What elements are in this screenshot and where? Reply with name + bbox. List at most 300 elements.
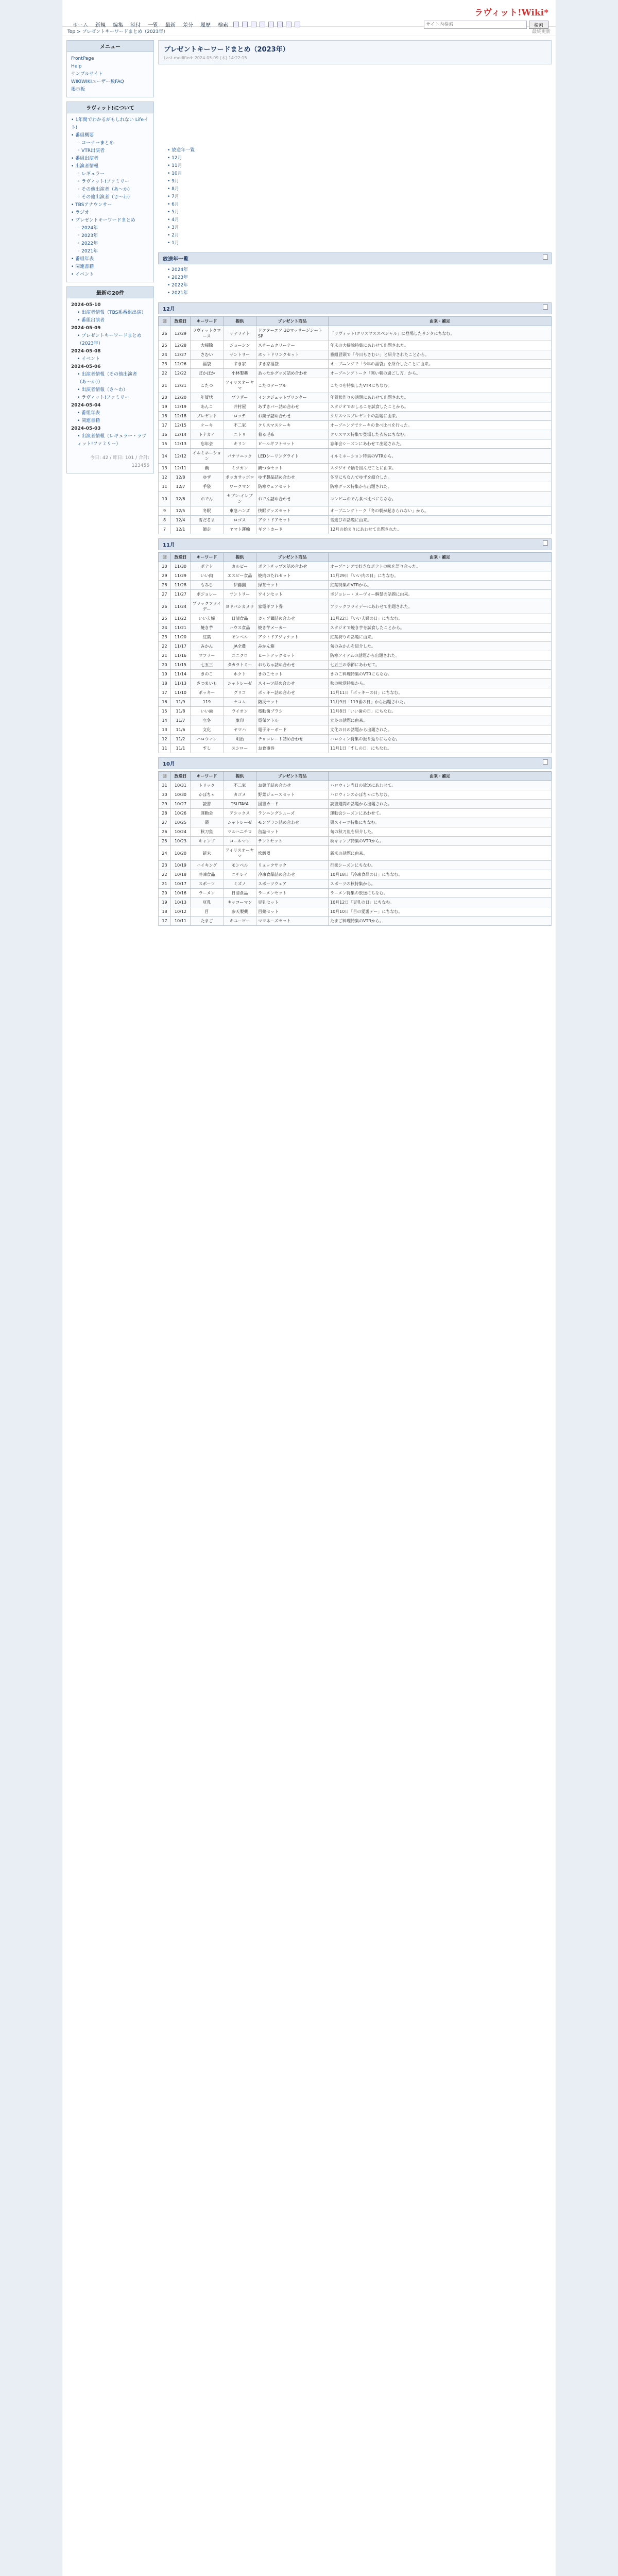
table-row bbox=[159, 614, 552, 623]
table-cell[interactable]: ハイキング bbox=[191, 861, 224, 870]
table-cell[interactable]: モンブラン詰め合わせ bbox=[256, 818, 329, 827]
table-cell: 11/10 bbox=[171, 688, 191, 698]
table-cell: ボジョレー・ヌーヴォー解禁の話題に由来。 bbox=[329, 590, 552, 599]
table-cell: 10月18日「冷凍食品の日」にちなむ。 bbox=[329, 870, 552, 879]
table-cell: 18 bbox=[159, 679, 171, 688]
table-cell: アイリスオーヤマ bbox=[224, 378, 256, 393]
sidebar-nav-item[interactable]: • イベント bbox=[71, 272, 94, 277]
recent-date: 2024-05-04 bbox=[71, 403, 101, 408]
sidebar-nav-item[interactable]: ◦ 2022年 bbox=[77, 241, 98, 246]
table-cell: 28 bbox=[159, 581, 171, 590]
table-cell[interactable]: 栗 bbox=[191, 818, 224, 827]
table-cell[interactable]: 七五三 bbox=[191, 660, 224, 670]
table-cell[interactable]: プレゼント bbox=[191, 412, 224, 421]
table-cell[interactable]: 目薬セット bbox=[256, 907, 329, 917]
nav-link-2[interactable]: 編集 bbox=[113, 23, 123, 28]
table-cell[interactable]: ラヴィットクロース bbox=[191, 326, 224, 341]
table-cell[interactable]: もみじ bbox=[191, 581, 224, 590]
table-cell[interactable]: トリック bbox=[191, 781, 224, 790]
table-cell: 10/24 bbox=[171, 827, 191, 837]
table-cell[interactable]: 冬眠 bbox=[191, 506, 224, 516]
nav-link-6[interactable]: 差分 bbox=[183, 23, 193, 28]
table-header: 放送日 bbox=[171, 317, 191, 326]
table-cell[interactable]: 電気ケトル bbox=[256, 716, 329, 725]
sidebar-nav-item[interactable]: • 関連書籍 bbox=[71, 264, 94, 269]
table-cell[interactable]: 緑茶セット bbox=[256, 581, 329, 590]
toolbar-icon[interactable] bbox=[295, 22, 300, 27]
toc-item[interactable]: • 8月 bbox=[167, 187, 179, 192]
sidebar-nav-item[interactable]: • プレゼントキーワードまとめ bbox=[71, 218, 135, 223]
toolbar-icon[interactable] bbox=[251, 22, 256, 27]
table-cell: 栗スイーツ特集にちなむ。 bbox=[329, 818, 552, 827]
table-cell[interactable]: 着る毛布 bbox=[256, 430, 329, 439]
table-row bbox=[159, 846, 552, 861]
table-cell: 行楽シーズンにちなむ。 bbox=[329, 861, 552, 870]
table-cell: キッコーマン bbox=[224, 898, 256, 907]
toc-item[interactable]: • 放送年一覧 bbox=[167, 148, 195, 153]
table-cell: 28 bbox=[159, 809, 171, 818]
recent-item[interactable]: • 番組年表 bbox=[77, 411, 100, 416]
table-cell[interactable]: 冷凍食品 bbox=[191, 870, 224, 879]
toolbar-icon[interactable] bbox=[277, 22, 283, 27]
table-cell: 27 bbox=[159, 818, 171, 827]
section-heading-text: 10月 bbox=[163, 761, 175, 767]
sidebar-nav-list bbox=[67, 113, 153, 282]
sidebar-menu-item[interactable]: WIKIWIKIユーザー数FAQ bbox=[71, 79, 124, 84]
table-cell: オープニングトーク「寒い朝の過ごし方」から。 bbox=[329, 369, 552, 378]
table-cell[interactable]: ポテトチップス詰め合わせ bbox=[256, 562, 329, 571]
table-cell: 年賀状作りの話題にあわせて出題された。 bbox=[329, 393, 552, 402]
table-cell[interactable]: ドクターエア 3DマッサージシートSP bbox=[256, 326, 329, 341]
table-cell: セブン-イレブン bbox=[224, 492, 256, 506]
table-cell[interactable]: あったかグッズ詰め合わせ bbox=[256, 369, 329, 378]
table-cell: 12/27 bbox=[171, 350, 191, 360]
table-row bbox=[159, 562, 552, 571]
table-cell[interactable]: トナカイ bbox=[191, 430, 224, 439]
table-cell[interactable]: おでん詰め合わせ bbox=[256, 492, 329, 506]
table-cell[interactable]: ホットドリンクセット bbox=[256, 350, 329, 360]
table-cell: オープニングでケーキの食べ比べを行った。 bbox=[329, 421, 552, 430]
table-cell: 明治 bbox=[224, 735, 256, 744]
recent-item[interactable]: • ラヴィット!ファミリー bbox=[77, 395, 130, 400]
table-header: 放送日 bbox=[171, 772, 191, 781]
table-cell[interactable]: さつまいも bbox=[191, 679, 224, 688]
table-cell[interactable]: 雪だるま bbox=[191, 516, 224, 525]
table-cell: 10/12 bbox=[171, 907, 191, 917]
main-content bbox=[158, 40, 552, 928]
sidebar-menu-item[interactable]: サンプルサイト bbox=[71, 72, 103, 77]
table-cell[interactable]: 電動歯ブラシ bbox=[256, 707, 329, 716]
table-cell: ラーメン特集の放送にちなむ。 bbox=[329, 889, 552, 898]
toc-item[interactable]: • 7月 bbox=[167, 194, 179, 199]
table-cell[interactable]: クリスマスケーキ bbox=[256, 421, 329, 430]
table-cell[interactable]: ポテト bbox=[191, 562, 224, 571]
sidebar-nav-item[interactable]: • TBSアナウンサー bbox=[71, 202, 112, 208]
table-cell[interactable]: ワインセット bbox=[256, 590, 329, 599]
table-header: 回 bbox=[159, 553, 171, 562]
table-cell[interactable]: いい肉 bbox=[191, 571, 224, 581]
table-cell[interactable]: ヒートテックセット bbox=[256, 651, 329, 660]
table-cell[interactable]: テントセット bbox=[256, 837, 329, 846]
table-cell: 忘年会シーズンにあわせて出題された。 bbox=[329, 439, 552, 449]
sidebar bbox=[66, 40, 154, 928]
table-cell[interactable]: 119 bbox=[191, 698, 224, 707]
sidebar-nav-item[interactable]: ◦ コーナーまとめ bbox=[77, 141, 114, 146]
edit-icon[interactable] bbox=[543, 540, 548, 546]
table-cell[interactable]: ポッキー bbox=[191, 688, 224, 698]
sidebar-nav-item[interactable]: ◦ 2024年 bbox=[77, 226, 98, 231]
table-cell[interactable]: あずきバー詰め合わせ bbox=[256, 402, 329, 412]
table-cell[interactable]: あんこ bbox=[191, 402, 224, 412]
table-cell[interactable]: 野菜ジュースセット bbox=[256, 790, 329, 800]
table-cell: グリコ bbox=[224, 688, 256, 698]
table-cell[interactable]: 豆乳 bbox=[191, 898, 224, 907]
table-row bbox=[159, 790, 552, 800]
table-cell[interactable]: 家電ギフト券 bbox=[256, 599, 329, 614]
table-cell[interactable]: 缶詰セット bbox=[256, 827, 329, 837]
table-cell[interactable]: ビールギフトセット bbox=[256, 439, 329, 449]
sidebar-nav-item[interactable]: ◦ 2023年 bbox=[77, 233, 98, 239]
table-cell: たまご料理特集のVTRから。 bbox=[329, 917, 552, 926]
edit-icon[interactable] bbox=[543, 759, 548, 765]
edit-icon[interactable] bbox=[543, 304, 548, 310]
recent-item[interactable]: • 出演者情報（TBS系番組出演） bbox=[77, 310, 146, 315]
table-cell[interactable]: アウトドアセット bbox=[256, 516, 329, 525]
table-cell[interactable]: ボジョレー bbox=[191, 590, 224, 599]
recent-item[interactable]: • 出演者情報（レギュラー・ラヴィット!ファミリー） bbox=[77, 434, 147, 447]
table-cell: ミズノ bbox=[224, 879, 256, 889]
table-row bbox=[159, 506, 552, 516]
table-cell: 防寒グッズ特集から出題された。 bbox=[329, 482, 552, 492]
toc-item[interactable]: • 6月 bbox=[167, 202, 179, 207]
table-row bbox=[159, 412, 552, 421]
table-cell[interactable]: スイーツ詰め合わせ bbox=[256, 679, 329, 688]
sidebar-nav-item[interactable]: • 1年間でわかるがもしれない Lifeイト! bbox=[71, 117, 148, 130]
table-cell[interactable]: 鍋つゆセット bbox=[256, 464, 329, 473]
year-item[interactable]: • 2024年 bbox=[167, 267, 188, 273]
table-cell[interactable]: ラーメンセット bbox=[256, 889, 329, 898]
table-cell[interactable]: おもちゃ詰め合わせ bbox=[256, 660, 329, 670]
table-cell[interactable]: 図書カード bbox=[256, 800, 329, 809]
table-cell: TSUTAYA bbox=[224, 800, 256, 809]
table-cell[interactable]: スチームクリーナー bbox=[256, 341, 329, 350]
year-item[interactable]: • 2021年 bbox=[167, 291, 188, 296]
table-cell: 15 bbox=[159, 707, 171, 716]
table-row bbox=[159, 879, 552, 889]
table-cell: 30 bbox=[159, 562, 171, 571]
table-cell: 10/31 bbox=[171, 781, 191, 790]
toolbar-icon[interactable] bbox=[268, 22, 274, 27]
table-cell: 新米の話題に由来。 bbox=[329, 846, 552, 861]
sidebar-nav-item[interactable]: • 番組出演者 bbox=[71, 156, 99, 161]
table-cell[interactable]: たまご bbox=[191, 917, 224, 926]
sidebar-menu-item[interactable]: 掲示板 bbox=[71, 87, 85, 92]
table-cell[interactable]: 忘年会 bbox=[191, 439, 224, 449]
table-cell: 秋の味覚特集から。 bbox=[329, 679, 552, 688]
table-cell[interactable]: みかん箱 bbox=[256, 642, 329, 651]
table-row bbox=[159, 716, 552, 725]
sidebar-nav-item[interactable]: ◦ 2021年 bbox=[77, 249, 98, 254]
table-cell: 31 bbox=[159, 781, 171, 790]
table-cell: 14 bbox=[159, 449, 171, 464]
table-cell[interactable]: マヨネーズセット bbox=[256, 917, 329, 926]
table-cell: 29 bbox=[159, 800, 171, 809]
nav-link-1[interactable]: 新規 bbox=[95, 23, 106, 28]
table-cell: オープニングで「今年の福袋」を紹介したことに由来。 bbox=[329, 360, 552, 369]
table-cell[interactable]: お菓子詰め合わせ bbox=[256, 412, 329, 421]
table-cell[interactable]: ゆず製品詰め合わせ bbox=[256, 473, 329, 482]
table-cell: 11/27 bbox=[171, 590, 191, 599]
top-nav bbox=[70, 21, 301, 28]
table-cell: 11/17 bbox=[171, 642, 191, 651]
table-cell[interactable]: きのこセット bbox=[256, 670, 329, 679]
toolbar-icon[interactable] bbox=[286, 22, 291, 27]
table-cell[interactable]: ランニングシューズ bbox=[256, 809, 329, 818]
table-cell: 10月12日「豆乳の日」にちなむ。 bbox=[329, 898, 552, 907]
table-cell[interactable]: 焼き芋メーカー bbox=[256, 623, 329, 633]
toc-item[interactable]: • 4月 bbox=[167, 217, 179, 223]
table-cell: 11/13 bbox=[171, 679, 191, 688]
recent-item[interactable]: • 出演者情報（その他出演者（あ〜か）） bbox=[77, 372, 138, 385]
table-cell: コールマン bbox=[224, 837, 256, 846]
table-row bbox=[159, 870, 552, 879]
table-cell[interactable]: ハロウィン bbox=[191, 735, 224, 744]
search-button[interactable]: 検索 bbox=[529, 21, 548, 29]
table-header: キーワード bbox=[191, 317, 224, 326]
sidebar-nav-item[interactable]: • 出演者情報 bbox=[71, 164, 99, 169]
table-cell[interactable]: ケーキ bbox=[191, 421, 224, 430]
table-cell[interactable]: ギフトカード bbox=[256, 525, 329, 534]
sidebar-menu-item[interactable]: Help bbox=[71, 64, 82, 69]
sidebar-nav-item[interactable]: • 番組年表 bbox=[71, 257, 94, 262]
table-cell: 10/19 bbox=[171, 861, 191, 870]
table-cell: 12/8 bbox=[171, 473, 191, 482]
table-row bbox=[159, 439, 552, 449]
edit-icon[interactable] bbox=[543, 255, 548, 260]
table-cell[interactable]: 新米 bbox=[191, 846, 224, 861]
table-cell[interactable]: 立冬 bbox=[191, 716, 224, 725]
table-cell: 旬のみかんを紹介した。 bbox=[329, 642, 552, 651]
table-row bbox=[159, 679, 552, 688]
section-heading-years bbox=[158, 252, 552, 264]
year-item[interactable]: • 2022年 bbox=[167, 283, 188, 288]
table-row bbox=[159, 525, 552, 534]
table-cell[interactable]: 目 bbox=[191, 907, 224, 917]
table-cell[interactable]: すし bbox=[191, 744, 224, 753]
table-cell[interactable]: キャンプ bbox=[191, 837, 224, 846]
toc-item[interactable]: • 10月 bbox=[167, 171, 182, 176]
table-cell: 19 bbox=[159, 898, 171, 907]
section-heading-text: 11月 bbox=[163, 543, 175, 548]
table-of-contents bbox=[158, 70, 552, 247]
toc-item[interactable]: • 5月 bbox=[167, 210, 179, 215]
site-title[interactable]: ラヴィット!Wiki* bbox=[474, 8, 548, 18]
toolbar-icon[interactable] bbox=[260, 22, 265, 27]
table-cell[interactable]: お食事券 bbox=[256, 744, 329, 753]
table-cell[interactable]: イルミネーション bbox=[191, 449, 224, 464]
table-cell[interactable]: スポーツウェア bbox=[256, 879, 329, 889]
table-header: 放送日 bbox=[171, 553, 191, 562]
keyword-table bbox=[158, 771, 552, 926]
table-cell[interactable]: 豆乳セット bbox=[256, 898, 329, 907]
table-cell: ヤマハ bbox=[224, 725, 256, 735]
table-cell[interactable]: 炊飯器 bbox=[256, 846, 329, 861]
keyword-table bbox=[158, 552, 552, 753]
table-row bbox=[159, 623, 552, 633]
table-cell: 26 bbox=[159, 599, 171, 614]
nav-link-3[interactable]: 添付 bbox=[130, 23, 141, 28]
recent-item[interactable]: • 出演者情報（さ〜わ） bbox=[77, 387, 128, 393]
table-cell[interactable]: 防災セット bbox=[256, 698, 329, 707]
year-item[interactable]: • 2023年 bbox=[167, 275, 188, 280]
visitor-counter: 今日: 42 / 昨日: 101 / 合計: 123456 bbox=[90, 455, 149, 468]
table-cell: 不二家 bbox=[224, 781, 256, 790]
toc-item[interactable]: • 12月 bbox=[167, 156, 182, 161]
table-cell[interactable]: 電子キーボード bbox=[256, 725, 329, 735]
page-title-box bbox=[158, 40, 552, 64]
table-cell: 雪遊びの話題に由来。 bbox=[329, 516, 552, 525]
table-cell[interactable]: 年賀状 bbox=[191, 393, 224, 402]
sidebar-nav-item[interactable]: ◦ ラヴィット!ファミリー bbox=[77, 179, 130, 184]
toc-item[interactable]: • 11月 bbox=[167, 163, 182, 168]
sidebar-nav-item[interactable]: ◦ その他出演者（あ〜か） bbox=[77, 187, 133, 192]
table-cell[interactable]: すき家福袋 bbox=[256, 360, 329, 369]
recent-date: 2024-05-10 bbox=[71, 302, 101, 308]
table-cell[interactable]: 大掃除 bbox=[191, 341, 224, 350]
table-row bbox=[159, 464, 552, 473]
nav-link-7[interactable]: 履歴 bbox=[200, 23, 211, 28]
recent-item[interactable]: • イベント bbox=[77, 357, 100, 362]
table-cell[interactable]: さむい bbox=[191, 350, 224, 360]
sidebar-recent-list bbox=[67, 298, 153, 451]
table-cell[interactable]: チョコレート詰め合わせ bbox=[256, 735, 329, 744]
sidebar-nav-item[interactable]: • ラジオ bbox=[71, 210, 90, 215]
table-cell[interactable]: マフラー bbox=[191, 651, 224, 660]
table-cell: 17 bbox=[159, 421, 171, 430]
table-cell[interactable]: いい歯 bbox=[191, 707, 224, 716]
recent-item[interactable]: • 関連書籍 bbox=[77, 418, 100, 423]
table-cell: 12/11 bbox=[171, 464, 191, 473]
table-cell[interactable]: スポーツ bbox=[191, 879, 224, 889]
sidebar-nav-item[interactable]: ◦ レギュラー bbox=[77, 172, 105, 177]
sidebar-nav-item[interactable]: ◦ VTR出演者 bbox=[77, 148, 105, 154]
table-cell: ニチレイ bbox=[224, 870, 256, 879]
table-cell[interactable]: 焼き芋 bbox=[191, 623, 224, 633]
table-cell[interactable]: 運動会 bbox=[191, 809, 224, 818]
table-cell: 11/28 bbox=[171, 581, 191, 590]
table-cell[interactable]: 読書 bbox=[191, 800, 224, 809]
table-header: プレゼント商品 bbox=[256, 553, 329, 562]
table-cell[interactable]: ぽかぽか bbox=[191, 369, 224, 378]
table-cell[interactable]: リュックサック bbox=[256, 861, 329, 870]
table-cell[interactable]: 紅葉 bbox=[191, 633, 224, 642]
table-cell[interactable]: アウトドアジャケット bbox=[256, 633, 329, 642]
table-cell[interactable]: ブラックフライデー bbox=[191, 599, 224, 614]
table-cell: タカラトミー bbox=[224, 660, 256, 670]
table-cell[interactable]: ポッキー詰め合わせ bbox=[256, 688, 329, 698]
toc-item[interactable]: • 9月 bbox=[167, 179, 179, 184]
table-cell[interactable]: 福袋 bbox=[191, 360, 224, 369]
table-cell[interactable]: カップ麺詰め合わせ bbox=[256, 614, 329, 623]
table-cell: 11月8日「いい歯の日」にちなむ。 bbox=[329, 707, 552, 716]
table-row bbox=[159, 482, 552, 492]
table-cell[interactable]: ラーメン bbox=[191, 889, 224, 898]
table-cell[interactable]: インクジェットプリンター bbox=[256, 393, 329, 402]
table-cell: 23 bbox=[159, 633, 171, 642]
recent-item[interactable]: • プレゼントキーワードまとめ（2023年） bbox=[77, 333, 142, 346]
search-input[interactable] bbox=[424, 21, 527, 29]
table-cell[interactable]: 手袋 bbox=[191, 482, 224, 492]
table-cell[interactable]: 防寒ウェアセット bbox=[256, 482, 329, 492]
toc-item[interactable]: • 1月 bbox=[167, 241, 179, 246]
table-cell[interactable]: 鍋 bbox=[191, 464, 224, 473]
table-cell: 11 bbox=[159, 482, 171, 492]
table-cell: 12/6 bbox=[171, 492, 191, 506]
sidebar-nav-title: ラヴィット!について bbox=[67, 102, 153, 113]
table-cell[interactable]: きのこ bbox=[191, 670, 224, 679]
table-cell: 9 bbox=[159, 506, 171, 516]
table-cell[interactable]: LEDシーリングライト bbox=[256, 449, 329, 464]
year-list bbox=[158, 264, 552, 297]
table-cell[interactable]: おでん bbox=[191, 492, 224, 506]
table-cell[interactable]: お菓子詰め合わせ bbox=[256, 781, 329, 790]
nav-link-4[interactable]: 一覧 bbox=[148, 23, 158, 28]
table-cell[interactable]: こたつテーブル bbox=[256, 378, 329, 393]
toolbar-icon[interactable] bbox=[242, 22, 248, 27]
table-cell[interactable]: 師走 bbox=[191, 525, 224, 534]
table-cell: 紅葉特集のVTRから。 bbox=[329, 581, 552, 590]
toc-item[interactable]: • 3月 bbox=[167, 225, 179, 230]
table-cell: 10/30 bbox=[171, 790, 191, 800]
nav-link-5[interactable]: 最新 bbox=[165, 23, 176, 28]
table-cell[interactable]: ゆず bbox=[191, 473, 224, 482]
table-cell[interactable]: こたつ bbox=[191, 378, 224, 393]
sidebar-nav-item[interactable]: ◦ その他出演者（さ〜わ） bbox=[77, 195, 133, 200]
table-cell: イルミネーション特集のVTRから。 bbox=[329, 449, 552, 464]
table-cell: 19 bbox=[159, 402, 171, 412]
table-cell[interactable]: 冷凍食品詰め合わせ bbox=[256, 870, 329, 879]
sidebar-nav-item[interactable]: • 番組概要 bbox=[71, 133, 94, 138]
last-modified-label: 最終更新 bbox=[531, 29, 551, 35]
recent-item[interactable]: • 番組出演者 bbox=[77, 318, 105, 323]
sidebar-menu-item[interactable]: FrontPage bbox=[71, 56, 94, 61]
table-row bbox=[159, 492, 552, 506]
table-cell[interactable]: かぼちゃ bbox=[191, 790, 224, 800]
table-row bbox=[159, 402, 552, 412]
table-cell: スポーツの秋特集から。 bbox=[329, 879, 552, 889]
sections-container bbox=[158, 302, 552, 926]
recent-date: 2024-05-06 bbox=[71, 364, 101, 369]
breadcrumb-path[interactable]: Top > プレゼントキーワードまとめ（2023年） bbox=[67, 29, 168, 35]
toolbar-icon[interactable] bbox=[233, 22, 239, 27]
nav-link-8[interactable]: 検索 bbox=[218, 23, 228, 28]
table-cell: 10/18 bbox=[171, 870, 191, 879]
table-cell: 25 bbox=[159, 837, 171, 846]
table-cell: 11/21 bbox=[171, 623, 191, 633]
table-cell: きのこ料理特集のVTRにちなむ。 bbox=[329, 670, 552, 679]
table-cell[interactable]: 文化 bbox=[191, 725, 224, 735]
table-cell[interactable]: 快眠グッズセット bbox=[256, 506, 329, 516]
nav-link-0[interactable]: ホーム bbox=[73, 23, 88, 28]
table-cell: スタジオでおしるこを試食したことから。 bbox=[329, 402, 552, 412]
table-cell: 12/5 bbox=[171, 506, 191, 516]
table-row bbox=[159, 651, 552, 660]
table-cell[interactable]: 焼肉のたれセット bbox=[256, 571, 329, 581]
table-cell[interactable]: 秋刀魚 bbox=[191, 827, 224, 837]
toc-item[interactable]: • 2月 bbox=[167, 233, 179, 238]
table-cell[interactable]: みかん bbox=[191, 642, 224, 651]
table-cell[interactable]: いい夫婦 bbox=[191, 614, 224, 623]
